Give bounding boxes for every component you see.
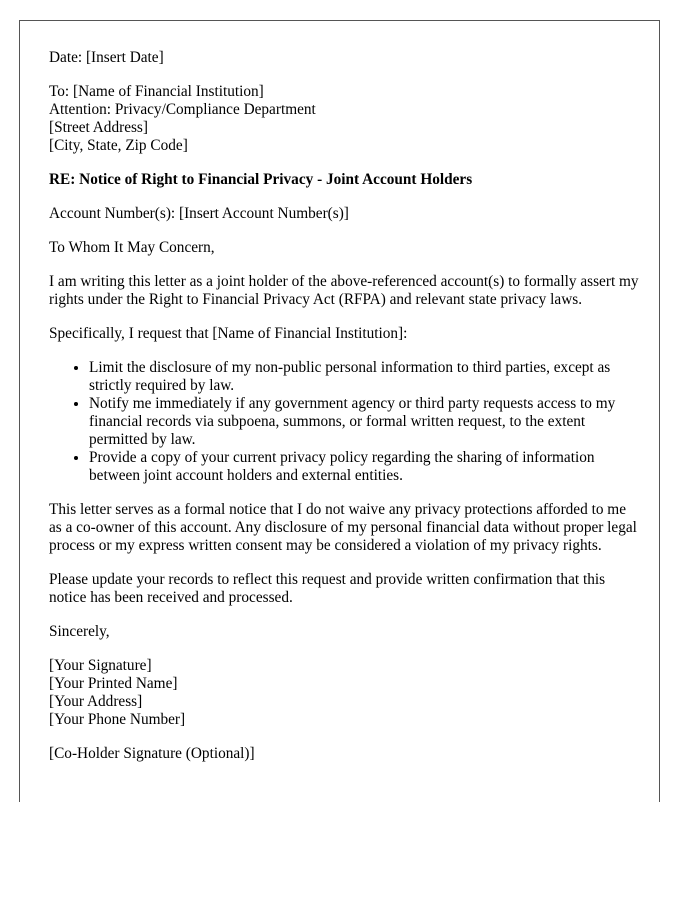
closing-request-paragraph: Please update your records to reflect this request and provide written confirmation that this notice has been received and processed. [49,571,606,606]
letter-page [19,20,660,802]
date-line: Date: [Insert Date] [49,49,164,66]
request-list [49,359,639,485]
recipient-city: [City, State, Zip Code] [49,137,188,154]
letter-body [49,49,639,779]
recipient-attention: Attention: Privacy/Compliance Department [49,101,316,118]
intro-paragraph: I am writing this letter as a joint holder of the above-referenced account(s) to formally assert my rights under the Right to Financial Privacy Act (RFPA) and relevant state privacy laws. [49,273,639,308]
signer-signature: [Your Signature] [49,657,152,674]
account-line: Account Number(s): [Insert Account Number(s)] [49,205,349,222]
request-intro: Specifically, I request that [Name of Financial Institution]: [49,325,408,342]
co-holder-signature: [Co-Holder Signature (Optional)] [49,745,255,762]
signature-block [49,657,639,729]
signer-address: [Your Address] [49,693,143,710]
salutation: To Whom It May Concern, [49,239,215,256]
signer-printed-name: [Your Printed Name] [49,675,178,692]
closing: Sincerely, [49,623,110,640]
list-item: • Provide a copy of your current privacy policy regarding the sharing of information between joint account holders and external entities. [89,449,639,485]
list-item: • Notify me immediately if any government agency or third party requests access to my financial records via subpoena, summons, or formal written request, to the extent permitted by law. [89,395,639,449]
notice-paragraph: This letter serves as a formal notice that I do not waive any privacy protections afforded to me as a co-owner of this account. Any disclosure of my personal financial data without proper legal process or my express written consent may be considered a violation of my privacy rights. [49,501,637,554]
list-item: • Limit the disclosure of my non-public personal information to third parties, except as strictly required by law. [89,359,639,395]
recipient-street: [Street Address] [49,119,148,136]
recipient-to: To: [Name of Financial Institution] [49,83,264,100]
subject-line: RE: Notice of Right to Financial Privacy - Joint Account Holders [49,171,473,188]
signer-phone: [Your Phone Number] [49,711,186,728]
recipient-address [49,83,639,155]
